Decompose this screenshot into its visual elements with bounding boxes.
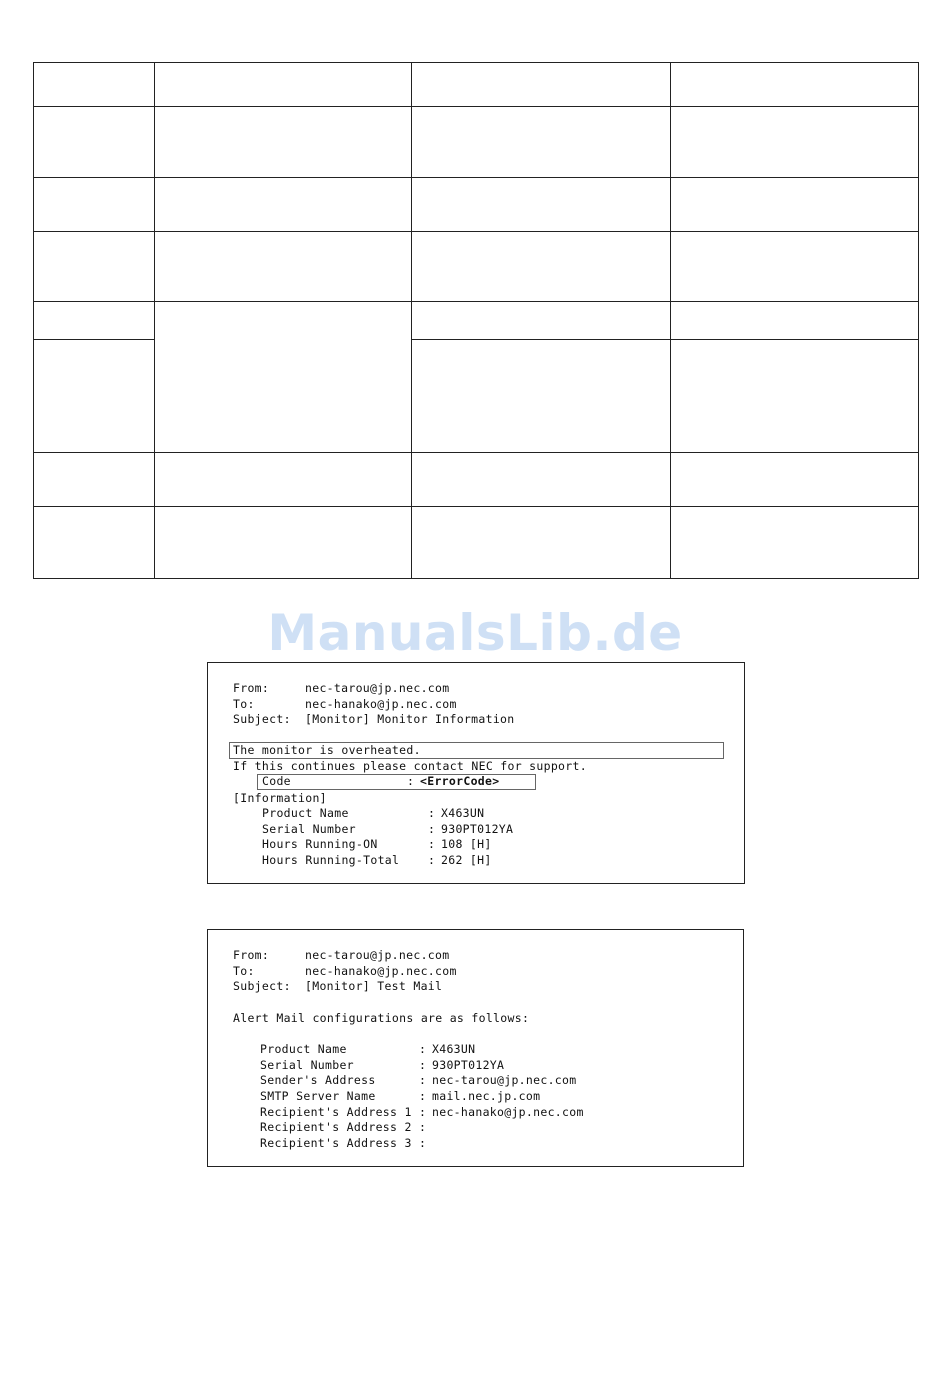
mail-test-mail xyxy=(207,929,744,1167)
table-cell xyxy=(412,63,671,107)
code-value: <ErrorCode> xyxy=(420,774,500,788)
config-value: X463UN xyxy=(432,1042,476,1056)
watermark: ManualsLib.de xyxy=(267,604,683,662)
config-label: Recipient's Address 1 xyxy=(260,1105,412,1119)
table-cell-merged xyxy=(155,302,412,453)
table-cell xyxy=(34,453,155,507)
config-separator: : xyxy=(419,1073,427,1087)
mail-subject-label: Subject: xyxy=(233,979,291,993)
config-label: Serial Number xyxy=(260,1058,354,1072)
mail-from-label: From: xyxy=(233,681,270,695)
table-cell xyxy=(34,340,155,453)
table-cell xyxy=(412,232,671,302)
config-value: mail.nec.jp.com xyxy=(432,1089,541,1103)
table-cell xyxy=(412,178,671,232)
table-cell xyxy=(671,453,919,507)
mail-message: The monitor is overheated. xyxy=(233,743,421,757)
table-row xyxy=(34,178,919,232)
info-label: Serial Number xyxy=(262,822,356,836)
info-value: 930PT012YA xyxy=(441,822,514,836)
table-cell xyxy=(412,107,671,178)
info-separator: : xyxy=(428,806,436,820)
info-separator: : xyxy=(428,837,436,851)
table-cell xyxy=(412,302,671,340)
mail-to-label: To: xyxy=(233,697,255,711)
mail-from-value: nec-tarou@jp.nec.com xyxy=(305,681,450,695)
config-separator: : xyxy=(419,1136,427,1150)
mail-subject-label: Subject: xyxy=(233,712,291,726)
table-cell xyxy=(155,178,412,232)
mail-from-label: From: xyxy=(233,948,270,962)
table-row xyxy=(34,232,919,302)
table-cell xyxy=(155,232,412,302)
table-cell xyxy=(671,302,919,340)
mail-support-text: If this continues please contact NEC for support. xyxy=(233,759,587,773)
table-cell xyxy=(34,107,155,178)
info-value: 262 [H] xyxy=(441,853,492,867)
config-label: Recipient's Address 3 xyxy=(260,1136,412,1150)
table-cell xyxy=(155,63,412,107)
code-label: Code xyxy=(262,774,291,788)
config-label: SMTP Server Name xyxy=(260,1089,376,1103)
table-cell xyxy=(671,232,919,302)
table-cell xyxy=(671,63,919,107)
table-cell xyxy=(671,340,919,453)
table-cell xyxy=(412,507,671,579)
table-cell xyxy=(671,107,919,178)
mail-to-label: To: xyxy=(233,964,255,978)
table-cell xyxy=(34,232,155,302)
mail-intro: Alert Mail configurations are as follows: xyxy=(233,1011,530,1025)
table-row xyxy=(34,302,919,340)
table-cell xyxy=(671,178,919,232)
config-label: Sender's Address xyxy=(260,1073,376,1087)
table-cell xyxy=(412,453,671,507)
config-value: nec-tarou@jp.nec.com xyxy=(432,1073,577,1087)
mail-subject-value: [Monitor] Monitor Information xyxy=(305,712,515,726)
code-separator: : xyxy=(407,774,415,788)
table-row xyxy=(34,453,919,507)
empty-grid-table xyxy=(33,62,919,579)
config-label: Recipient's Address 2 xyxy=(260,1120,412,1134)
table-cell xyxy=(34,507,155,579)
table-cell xyxy=(34,178,155,232)
table-cell xyxy=(34,63,155,107)
table-cell xyxy=(155,107,412,178)
table-cell xyxy=(671,507,919,579)
table-cell xyxy=(155,507,412,579)
config-value: 930PT012YA xyxy=(432,1058,505,1072)
info-value: 108 [H] xyxy=(441,837,492,851)
table-row xyxy=(34,107,919,178)
mail-from-value: nec-tarou@jp.nec.com xyxy=(305,948,450,962)
mail-to-value: nec-hanako@jp.nec.com xyxy=(305,697,457,711)
info-separator: : xyxy=(428,853,436,867)
mail-to-value: nec-hanako@jp.nec.com xyxy=(305,964,457,978)
config-separator: : xyxy=(419,1089,427,1103)
info-separator: : xyxy=(428,822,436,836)
table-row xyxy=(34,63,919,107)
config-separator: : xyxy=(419,1058,427,1072)
info-label: Hours Running-Total xyxy=(262,853,400,867)
config-separator: : xyxy=(419,1042,427,1056)
table-row xyxy=(34,507,919,579)
table-cell xyxy=(412,340,671,453)
config-separator: : xyxy=(419,1105,427,1119)
info-value: X463UN xyxy=(441,806,485,820)
mail-subject-value: [Monitor] Test Mail xyxy=(305,979,443,993)
info-label: Hours Running-ON xyxy=(262,837,378,851)
table-cell xyxy=(34,302,155,340)
info-label: Product Name xyxy=(262,806,349,820)
config-separator: : xyxy=(419,1120,427,1134)
config-label: Product Name xyxy=(260,1042,347,1056)
config-value: nec-hanako@jp.nec.com xyxy=(432,1105,584,1119)
info-header: [Information] xyxy=(233,791,327,805)
table-cell xyxy=(155,453,412,507)
mail-monitor-information xyxy=(207,662,745,884)
